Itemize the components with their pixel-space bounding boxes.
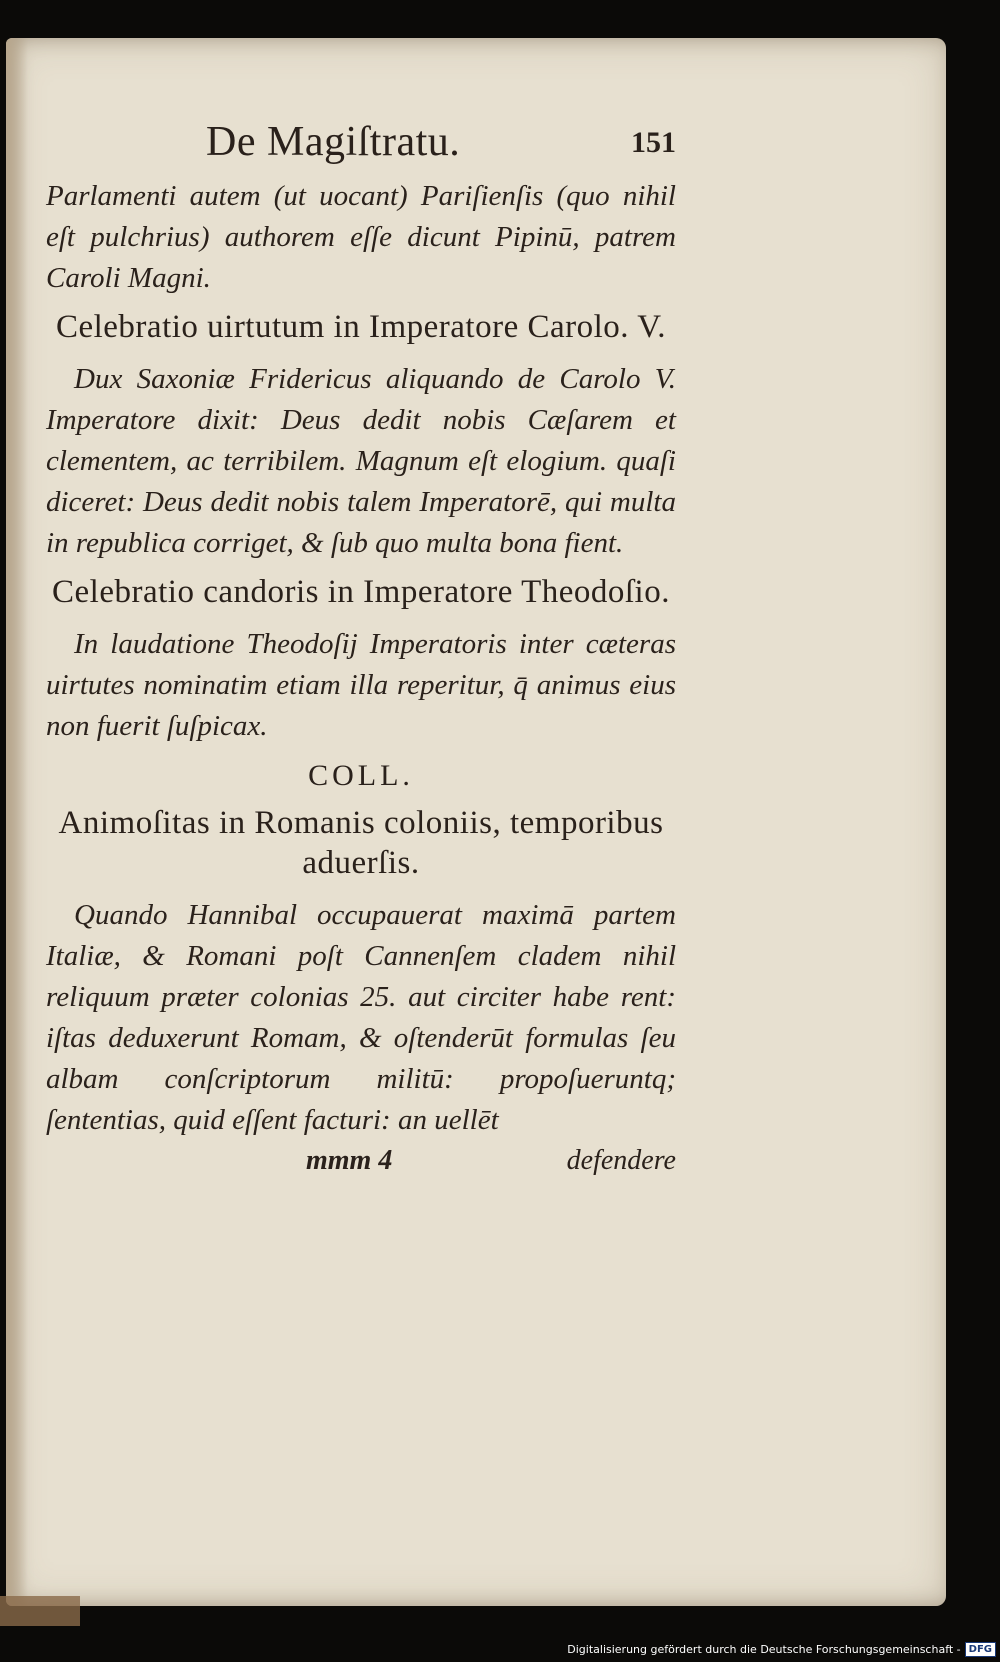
- book-edge: [0, 1596, 80, 1626]
- paragraph-parlamenti: Parlamenti autem (ut uocant) Pariſienſis (quo nihil eſt pulchrius) authorem eſſe dicunt Pipinū, patrem Caroli Magni.: [46, 180, 676, 294]
- section-mark: COLL.: [308, 759, 414, 792]
- paragraph-hannibal: Quando Hannibal occupauerat maximā partem Italiæ, & Romani poſt Cannenſem cladem nihil reliquum præter colonias 25. aut circiter habe rent: iſtas deduxerunt Romam, & oſtenderūt formulas ſeu albam conſcriptorum militū: propoſueruntq; ſententias, quid eſſent facturi: an uellēt: [46, 899, 676, 1136]
- book-page: [6, 38, 946, 1606]
- paragraph-saxoniae: Dux Saxoniæ Fridericus aliquando de Carolo V. Imperatore dixit: Deus dedit nobis Cæſarem et clementem, ac terribilem. Magnum eſt elogium. quaſi diceret: Deus dedit nobis talem Imperatorē, qui multa in republica corriget, & ſub quo multa bona fient.: [46, 363, 676, 559]
- footer-credit: Digitalisierung gefördert durch die Deutsche Forschungsgemeinschaft -: [567, 1642, 961, 1656]
- heading-theodosio: Celebratio candoris in Imperatore Theodoſio.: [52, 574, 670, 610]
- signature-mark: mmm 4: [306, 1145, 393, 1176]
- paragraph-theodosij: In laudatione Theodoſij Imperatoris inter cæteras uirtutes nominatim etiam illa reperitur, q̄ animus eius non fuerit ſuſpicax.: [46, 628, 676, 742]
- running-title: De Magiſtratu.: [206, 119, 461, 165]
- running-head: [46, 118, 676, 176]
- dfg-logo-icon: DFG: [965, 1642, 996, 1657]
- digitization-footer: [567, 1640, 996, 1658]
- heading-animositas: Animoſitas in Romanis coloniis, temporibus aduerſis.: [58, 805, 664, 881]
- catch-line: [46, 1141, 676, 1185]
- catchword: defendere: [566, 1145, 676, 1176]
- text-block: [46, 118, 676, 1185]
- page-number: 151: [631, 126, 676, 159]
- heading-carolo: Celebratio uirtutum in Imperatore Carolo. V.: [55, 309, 667, 345]
